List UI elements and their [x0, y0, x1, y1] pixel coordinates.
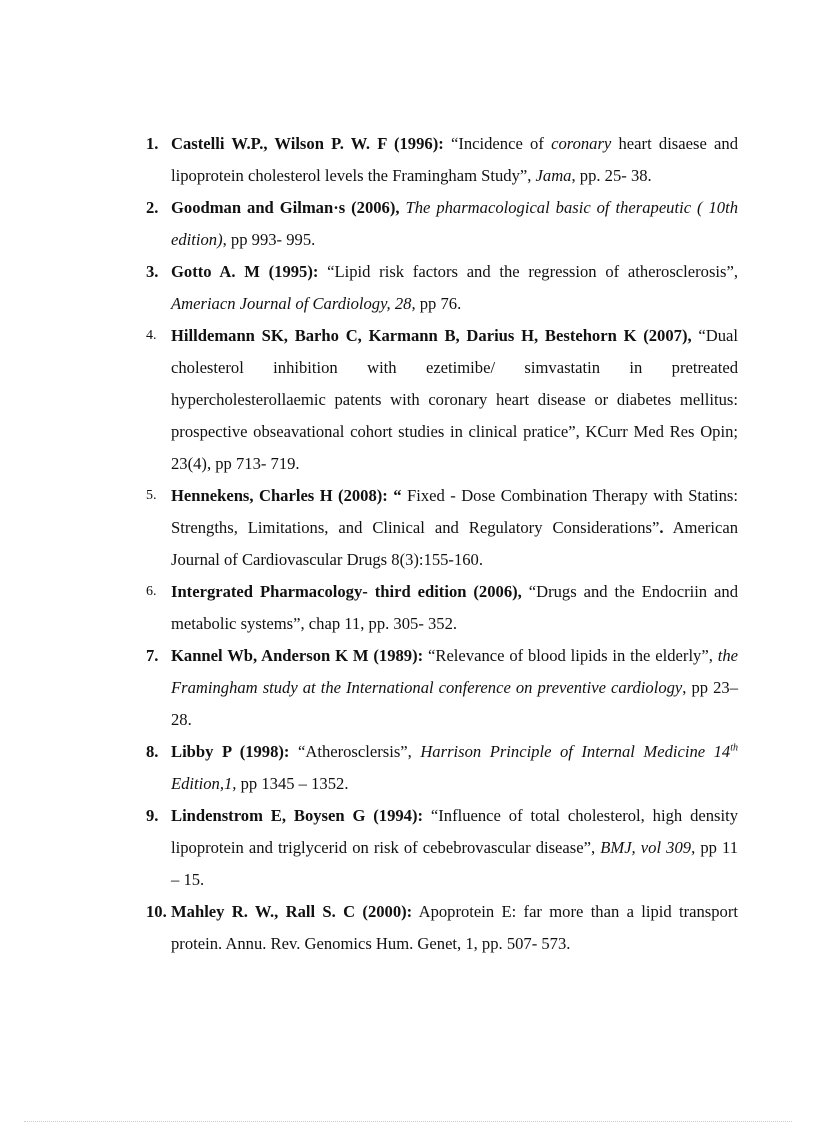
reference-text: “Lipid risk factors and the regression of atherosclerosis”,	[318, 262, 738, 281]
reference-number: 5.	[146, 488, 157, 503]
reference-superscript: th	[730, 742, 739, 754]
reference-text: heart disaese and lipoprotein cholesterol levels the Framingham Study”,	[171, 134, 738, 185]
reference-number: 3.	[146, 262, 159, 281]
reference-text: pp 76.	[415, 294, 462, 313]
reference-authors: Goodman and Gilman·s (2006),	[171, 198, 400, 217]
reference-item	[146, 320, 738, 480]
reference-number: 8.	[146, 742, 159, 761]
reference-text: Apoprotein E: far more than a lipid transport protein. Annu. Rev. Genomics Hum. Genet, 1, pp. 507- 573.	[171, 902, 738, 953]
reference-text: pp 1345 – 1352.	[236, 774, 349, 793]
reference-authors: .	[659, 518, 664, 537]
reference-text: “Drugs and the Endocriin and metabolic systems”, chap 11, pp. 305- 352.	[171, 582, 738, 633]
reference-source: the Framingham study at the International conference on preventive cardiology	[171, 646, 738, 697]
reference-text: Fixed - Dose Combination Therapy with Statins: Strengths, Limitations, and Clinical and Regulatory Considerations”	[171, 486, 738, 537]
reference-text: , pp 23– 28.	[171, 678, 738, 729]
reference-source: The pharmacological basic of therapeutic ( 10th edition)	[171, 198, 738, 249]
reference-number: 10.	[146, 902, 167, 921]
reference-item	[146, 256, 738, 320]
reference-text: , pp 993- 995.	[222, 230, 316, 249]
reference-authors: Hilldemann SK, Barho C, Karmann B, Darius H, Bestehorn K (2007),	[171, 326, 692, 345]
reference-text: “Influence of total cholesterol, high density lipoprotein and triglycerid on risk of cebebrovascular disease”,	[171, 806, 738, 857]
reference-item	[146, 576, 738, 640]
reference-item	[146, 896, 738, 960]
reference-list	[146, 128, 738, 960]
reference-text: “Atherosclersis”,	[289, 742, 421, 761]
reference-source: Ameriacn Journal of Cardiology, 28,	[171, 294, 416, 313]
reference-text: , pp. 25- 38.	[571, 166, 652, 185]
reference-item	[146, 800, 738, 896]
reference-source: Jama	[535, 166, 572, 185]
reference-number: 2.	[146, 198, 159, 217]
reference-authors: Hennekens, Charles H (2008): “	[171, 486, 402, 505]
reference-source: coronary	[551, 134, 612, 153]
reference-item	[146, 128, 738, 192]
reference-item	[146, 480, 738, 576]
reference-item	[146, 640, 738, 736]
reference-authors: Mahley R. W., Rall S. C (2000):	[171, 902, 413, 921]
reference-authors: Lindenstrom E, Boysen G (1994):	[171, 806, 424, 825]
reference-number: 1.	[146, 134, 159, 153]
reference-authors: Gotto A. M (1995):	[171, 262, 319, 281]
reference-source: Harrison Principle of Internal Medicine 14	[420, 742, 731, 761]
reference-authors: Castelli W.P., Wilson P. W. F (1996):	[171, 134, 444, 153]
reference-number: 7.	[146, 646, 159, 665]
reference-text: “Dual cholesterol inhibition with ezetimibe/ simvastatin in pretreated hypercholesterollaemic patents with coronary heart disease or diabetes mellitus: prospective obseavational cohort studies in clinical pratice”, KCurr Med Res Opin; 23(4), pp 713- 719.	[171, 326, 738, 473]
reference-number: 9.	[146, 806, 159, 825]
reference-text: “Incidence of	[443, 134, 552, 153]
reference-authors: Libby P (1998):	[171, 742, 290, 761]
reference-source: BMJ, vol 309	[600, 838, 692, 857]
reference-source: Edition,1,	[171, 774, 237, 793]
reference-text: American Journal of Cardiovascular Drugs 8(3):155-160.	[171, 518, 738, 569]
reference-number: 4.	[146, 328, 157, 343]
reference-authors: Kannel Wb, Anderson K M (1989):	[171, 646, 424, 665]
reference-text: “Relevance of blood lipids in the elderly”,	[423, 646, 718, 665]
reference-number: 6.	[146, 584, 157, 599]
page-bottom-rule	[24, 1121, 792, 1122]
reference-item	[146, 736, 738, 800]
reference-text: , pp 11 – 15.	[171, 838, 738, 889]
reference-item	[146, 192, 738, 256]
reference-authors: Intergrated Pharmacology- third edition (2006),	[171, 582, 522, 601]
